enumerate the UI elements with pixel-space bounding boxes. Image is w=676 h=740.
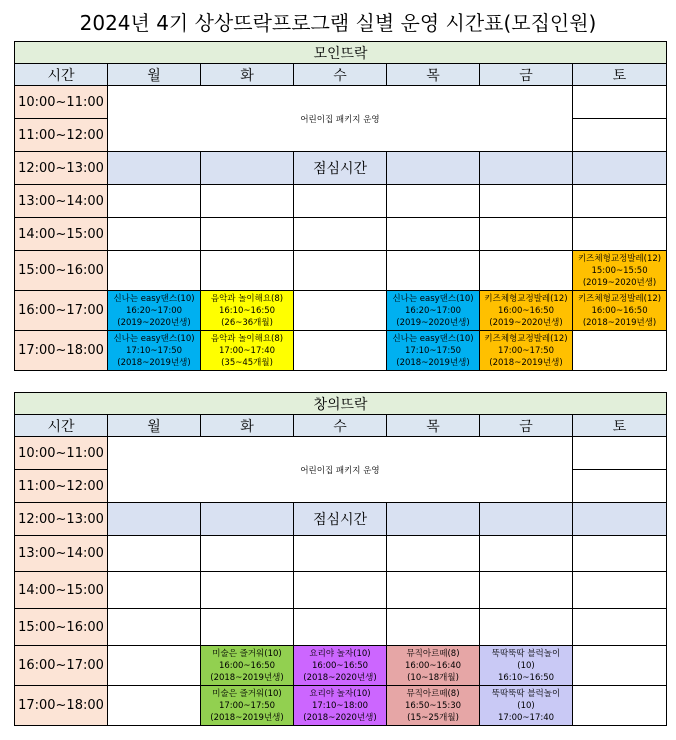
header-day-wed: 수 (294, 64, 387, 86)
lunch-cell (480, 152, 573, 185)
empty-cell (294, 185, 387, 218)
program-name: 신나는 easy댄스(10) (113, 333, 195, 344)
program-target: (2018~2019년생) (117, 357, 191, 368)
program-time: 16:50~15:30 (404, 700, 462, 711)
program-name: 뮤직아르떼(8) (406, 688, 460, 699)
program-time: 17:00~17:50 (497, 345, 555, 356)
empty-cell (108, 185, 201, 218)
empty-cell (573, 470, 667, 503)
program-time: 16:00~16:50 (218, 660, 276, 671)
empty-cell (573, 646, 667, 686)
time-slot: 12:00~13:00 (15, 503, 108, 536)
program-time: 16:10~16:50 (218, 305, 276, 316)
section-title: 창의뜨락 (15, 393, 667, 415)
program-target: (2018~2020년생) (303, 712, 377, 723)
empty-cell (573, 572, 667, 609)
program-target: (10~18개월) (407, 672, 459, 683)
empty-cell (294, 251, 387, 291)
empty-cell (294, 536, 387, 572)
empty-cell (480, 251, 573, 291)
header-day-mon: 월 (108, 64, 201, 86)
lunch-cell (201, 503, 294, 536)
empty-cell (480, 572, 573, 609)
time-slot: 11:00~12:00 (15, 119, 108, 152)
program-cell (201, 646, 294, 686)
header-time: 시간 (15, 415, 108, 437)
empty-cell (108, 251, 201, 291)
program-time: 17:00~17:40 (497, 712, 555, 723)
program-cell (573, 291, 667, 331)
program-name: 미술은 즐거워(10) (212, 688, 282, 699)
time-slot: 13:00~14:00 (15, 185, 108, 218)
time-slot: 11:00~12:00 (15, 470, 108, 503)
program-name: 뚝딱뚝딱 블럭놀이 (491, 688, 561, 699)
program-target: (2018~2019년생) (489, 357, 563, 368)
empty-cell (573, 686, 667, 726)
empty-cell (294, 218, 387, 251)
empty-cell (573, 536, 667, 572)
program-name: 음악과 놀이해요(8) (210, 293, 284, 304)
empty-cell (573, 218, 667, 251)
program-time: 17:00~17:40 (218, 345, 276, 356)
program-name: 미술은 즐거워(10) (212, 648, 282, 659)
empty-cell (201, 536, 294, 572)
program-target: (35~45개월) (221, 357, 273, 368)
program-name: 키즈체형교정발레(12) (577, 293, 662, 304)
lunch-cell (108, 503, 201, 536)
empty-cell (573, 331, 667, 371)
empty-cell (201, 251, 294, 291)
program-cell (387, 291, 480, 331)
page-title: 2024년 4기 상상뜨락프로그램 실별 운영 시간표(모집인원) (79, 11, 597, 35)
program-target: (2019~2020년생) (489, 317, 563, 328)
time-slot: 14:00~15:00 (15, 218, 108, 251)
empty-cell (573, 437, 667, 470)
empty-cell (387, 185, 480, 218)
empty-cell (108, 609, 201, 646)
program-target: (2019~2020년생) (396, 317, 470, 328)
header-day-mon: 월 (108, 415, 201, 437)
empty-cell (573, 119, 667, 152)
program-cell (387, 331, 480, 371)
program-time: 17:00~17:50 (218, 700, 276, 711)
empty-cell (201, 609, 294, 646)
program-target: (2018~2019년생) (210, 672, 284, 683)
program-target: (2018~2020년생) (303, 672, 377, 683)
program-target: (15~25개월) (407, 712, 459, 723)
schedule-table-moin (14, 41, 667, 371)
empty-cell (387, 609, 480, 646)
program-time: 16:00~16:50 (311, 660, 369, 671)
program-time: 17:10~17:50 (125, 345, 183, 356)
time-slot: 17:00~18:00 (15, 686, 108, 726)
time-slot: 10:00~11:00 (15, 437, 108, 470)
empty-cell (294, 331, 387, 371)
header-time: 시간 (15, 64, 108, 86)
program-cell (201, 686, 294, 726)
program-cell (294, 686, 387, 726)
empty-cell (108, 686, 201, 726)
program-time: 16:20~17:00 (125, 305, 183, 316)
program-name: 요리야 놀자(10) (309, 648, 371, 659)
empty-cell (108, 646, 201, 686)
program-name: 뮤직아르떼(8) (406, 648, 460, 659)
empty-cell (294, 291, 387, 331)
program-name: 음악과 놀이해요(8) (210, 333, 284, 344)
empty-cell (480, 218, 573, 251)
program-cell (294, 646, 387, 686)
program-capacity: (10) (517, 700, 535, 711)
empty-cell (387, 536, 480, 572)
program-time: 16:00~16:50 (497, 305, 555, 316)
time-slot: 10:00~11:00 (15, 86, 108, 119)
program-name: 요리야 놀자(10) (309, 688, 371, 699)
time-slot: 13:00~14:00 (15, 536, 108, 572)
program-cell (480, 291, 573, 331)
program-time: 15:00~15:50 (591, 265, 648, 276)
program-target: (2018~2019년생) (396, 357, 470, 368)
program-name: 키즈체형교정발레(12) (484, 333, 568, 344)
program-capacity: (10) (517, 660, 535, 671)
lunch-cell (573, 152, 667, 185)
lunch-cell (387, 503, 480, 536)
empty-cell (201, 572, 294, 609)
program-time: 16:00~16:50 (591, 305, 648, 316)
program-target: (2019~2020년생) (117, 317, 191, 328)
program-name: 뚝딱뚝딱 블럭놀이 (491, 648, 561, 659)
time-slot: 16:00~17:00 (15, 291, 108, 331)
package-cell: 어린이집 패키지 운영 (108, 86, 573, 152)
program-time: 17:10~18:00 (311, 700, 369, 711)
empty-cell (387, 218, 480, 251)
header-day-sat: 토 (573, 64, 667, 86)
program-cell (108, 331, 201, 371)
empty-cell (573, 609, 667, 646)
header-day-fri: 금 (480, 415, 573, 437)
empty-cell (201, 185, 294, 218)
lunch-cell (201, 152, 294, 185)
time-slot: 17:00~18:00 (15, 331, 108, 371)
header-day-wed: 수 (294, 415, 387, 437)
empty-cell (387, 251, 480, 291)
program-cell (201, 291, 294, 331)
header-day-fri: 금 (480, 64, 573, 86)
time-slot: 14:00~15:00 (15, 572, 108, 609)
section-title: 모인뜨락 (15, 42, 667, 64)
program-cell (480, 331, 573, 371)
program-name: 키즈체형교정발레(12) (577, 253, 662, 264)
empty-cell (480, 185, 573, 218)
program-cell (387, 686, 480, 726)
empty-cell (480, 609, 573, 646)
program-target: (2018~2019년생) (210, 712, 284, 723)
empty-cell (573, 185, 667, 218)
empty-cell (573, 86, 667, 119)
program-cell (108, 291, 201, 331)
empty-cell (294, 609, 387, 646)
program-name: 신나는 easy댄스(10) (392, 293, 474, 304)
program-time: 16:00~16:40 (404, 660, 462, 671)
time-slot: 15:00~16:00 (15, 609, 108, 646)
program-time: 16:20~17:00 (404, 305, 462, 316)
program-time: 17:10~17:50 (404, 345, 462, 356)
empty-cell (480, 536, 573, 572)
empty-cell (108, 218, 201, 251)
program-name: 신나는 easy댄스(10) (113, 293, 195, 304)
program-cell (387, 646, 480, 686)
header-day-sat: 토 (573, 415, 667, 437)
lunch-cell (573, 503, 667, 536)
empty-cell (108, 536, 201, 572)
program-cell (480, 646, 573, 686)
program-cell (573, 251, 667, 291)
lunch-label: 점심시간 (294, 503, 387, 536)
program-name: 신나는 easy댄스(10) (392, 333, 474, 344)
lunch-cell (108, 152, 201, 185)
lunch-label: 점심시간 (294, 152, 387, 185)
empty-cell (201, 218, 294, 251)
program-target: (2018~2019년생) (582, 317, 657, 328)
program-time: 16:10~16:50 (497, 672, 555, 683)
time-slot: 15:00~16:00 (15, 251, 108, 291)
header-day-thu: 목 (387, 64, 480, 86)
header-day-tue: 화 (201, 64, 294, 86)
header-day-thu: 목 (387, 415, 480, 437)
empty-cell (108, 572, 201, 609)
empty-cell (294, 572, 387, 609)
lunch-cell (480, 503, 573, 536)
program-target: (26~36개월) (221, 317, 273, 328)
lunch-cell (387, 152, 480, 185)
package-cell: 어린이집 패키지 운영 (108, 437, 573, 503)
time-slot: 12:00~13:00 (15, 152, 108, 185)
schedule-table-changui (14, 392, 667, 726)
program-cell (201, 331, 294, 371)
empty-cell (387, 572, 480, 609)
time-slot: 16:00~17:00 (15, 646, 108, 686)
program-target: (2019~2020년생) (582, 277, 657, 288)
program-name: 키즈체형교정발레(12) (484, 293, 568, 304)
header-day-tue: 화 (201, 415, 294, 437)
program-cell (480, 686, 573, 726)
